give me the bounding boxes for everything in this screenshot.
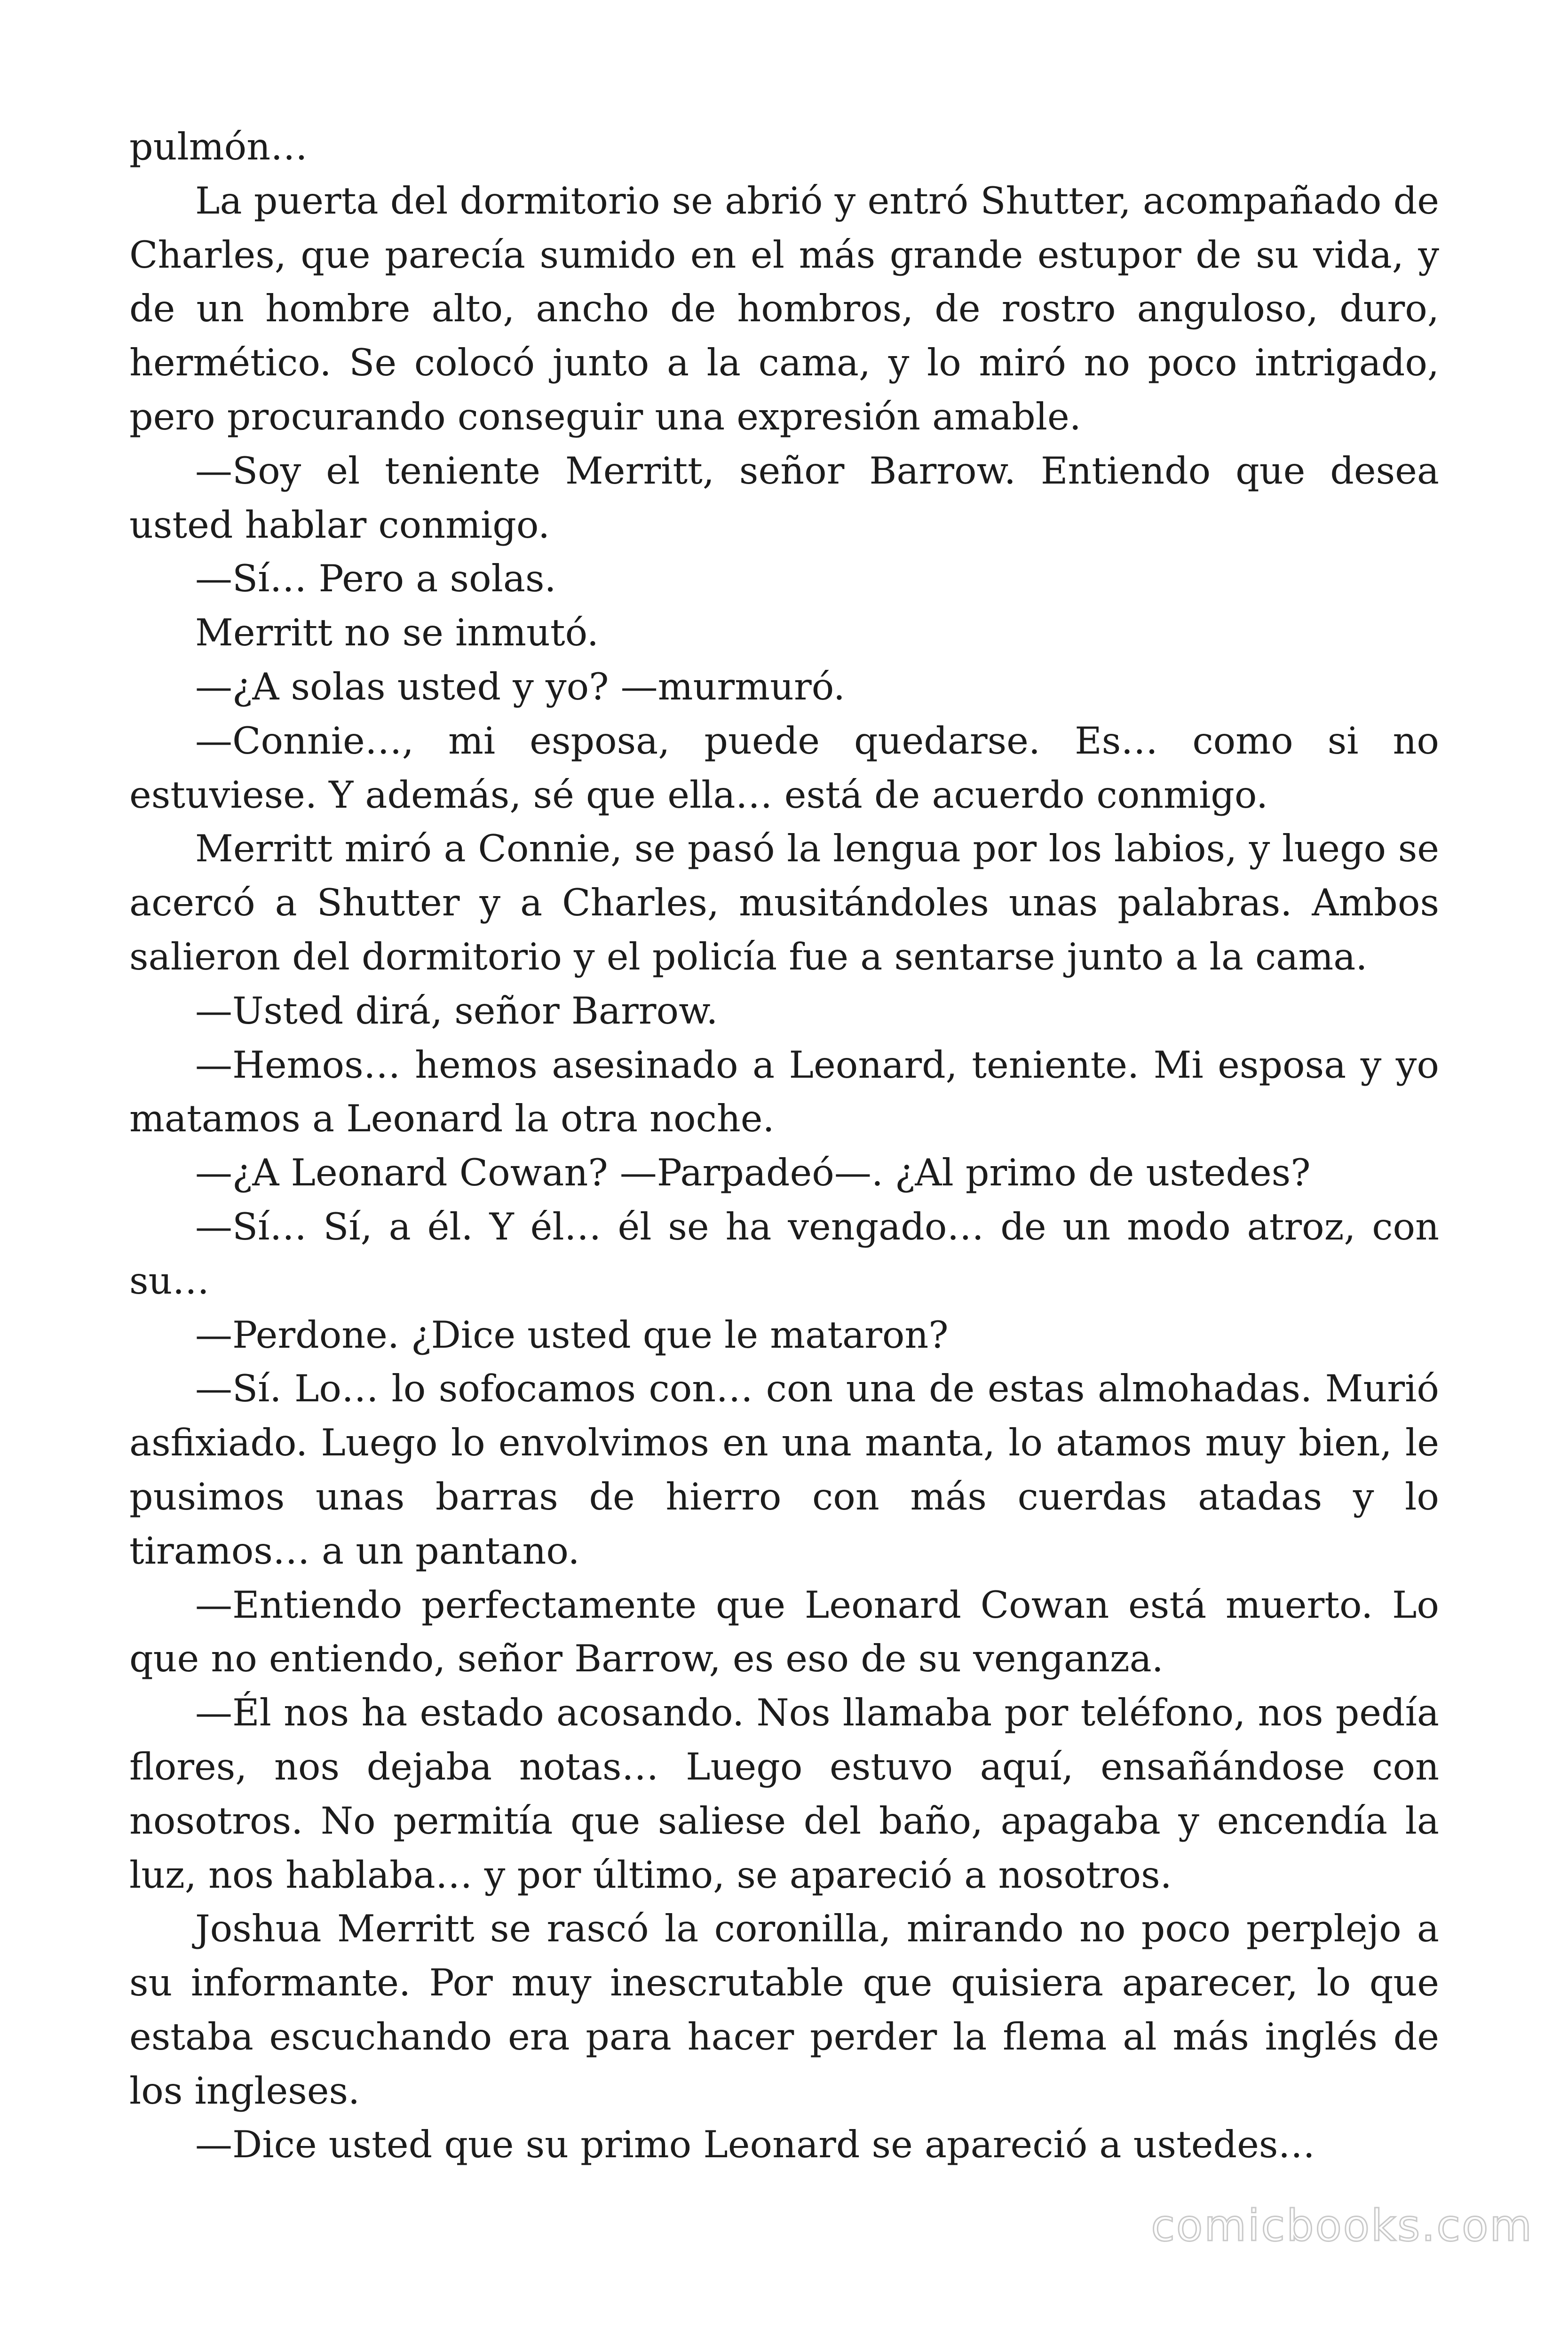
paragraph-8: —Usted dirá, señor Barrow.: [195, 989, 718, 1033]
paragraph-2: —Soy el teniente Merritt, señor Barrow. Entiendo que desea usted hablar conmigo.: [129, 449, 1439, 547]
page-body: [129, 120, 1439, 2172]
paragraph-1: La puerta del dormitorio se abrió y entró Shutter, acompañado de Charles, que parecía sumido en el más grande estupor de su vida, y de un hombre alto, ancho de hombros, de rostro anguloso, duro, hermético. Se colocó junto a la cama, y lo miró no poco intrigado, pero procurando conseguir una expresión amable.: [129, 179, 1439, 438]
paragraph-5: —¿A solas usted y yo? —murmuró.: [195, 665, 846, 708]
paragraph-10: —¿A Leonard Cowan? —Parpadeó—. ¿Al primo de ustedes?: [195, 1151, 1311, 1195]
paragraph-11: —Sí… Sí, a él. Y él… él se ha vengado… de un modo atroz, con su…: [129, 1205, 1439, 1303]
watermark: comicbooks.com: [1151, 2201, 1533, 2251]
paragraph-16: Joshua Merritt se rascó la coronilla, mirando no poco perplejo a su informante. Por muy inescrutable que quisiera aparecer, lo que estaba escuchando era para hacer perder la flema al más inglés de los ingleses.: [129, 1907, 1439, 2113]
paragraph-14: —Entiendo perfectamente que Leonard Cowan está muerto. Lo que no entiendo, señor Barrow, es eso de su venganza.: [129, 1583, 1439, 1681]
paragraph-15: —Él nos ha estado acosando. Nos llamaba por teléfono, nos pedía flores, nos dejaba notas… Luego estuvo aquí, ensañándose con nosotros. No permitía que saliese del baño, apagaba y encendía la luz, nos hablaba… y por último, se apareció a nosotros.: [129, 1691, 1439, 1897]
paragraph-9: —Hemos… hemos asesinado a Leonard, teniente. Mi esposa y yo matamos a Leonard la otra noche.: [129, 1043, 1439, 1141]
paragraph-6: —Connie…, mi esposa, puede quedarse. Es… como si no estuviese. Y además, sé que ella… está de acuerdo conmigo.: [129, 719, 1439, 817]
paragraph-0: pulmón…: [129, 125, 308, 168]
paragraph-7: Merritt miró a Connie, se pasó la lengua por los labios, y luego se acercó a Shutter y a Charles, musitándoles unas palabras. Ambos salieron del dormitorio y el policía fue a sentarse junto a la cama.: [129, 827, 1439, 978]
paragraph-3: —Sí… Pero a solas.: [195, 557, 556, 601]
paragraph-13: —Sí. Lo… lo sofocamos con… con una de estas almohadas. Murió asfixiado. Luego lo envolvimos en una manta, lo atamos muy bien, le pusimos unas barras de hierro con más cuerdas atadas y lo tiramos… a un pantano.: [129, 1367, 1439, 1573]
paragraph-12: —Perdone. ¿Dice usted que le mataron?: [195, 1313, 949, 1357]
paragraph-17: —Dice usted que su primo Leonard se apareció a ustedes…: [195, 2123, 1315, 2167]
paragraph-4: Merritt no se inmutó.: [195, 611, 599, 655]
